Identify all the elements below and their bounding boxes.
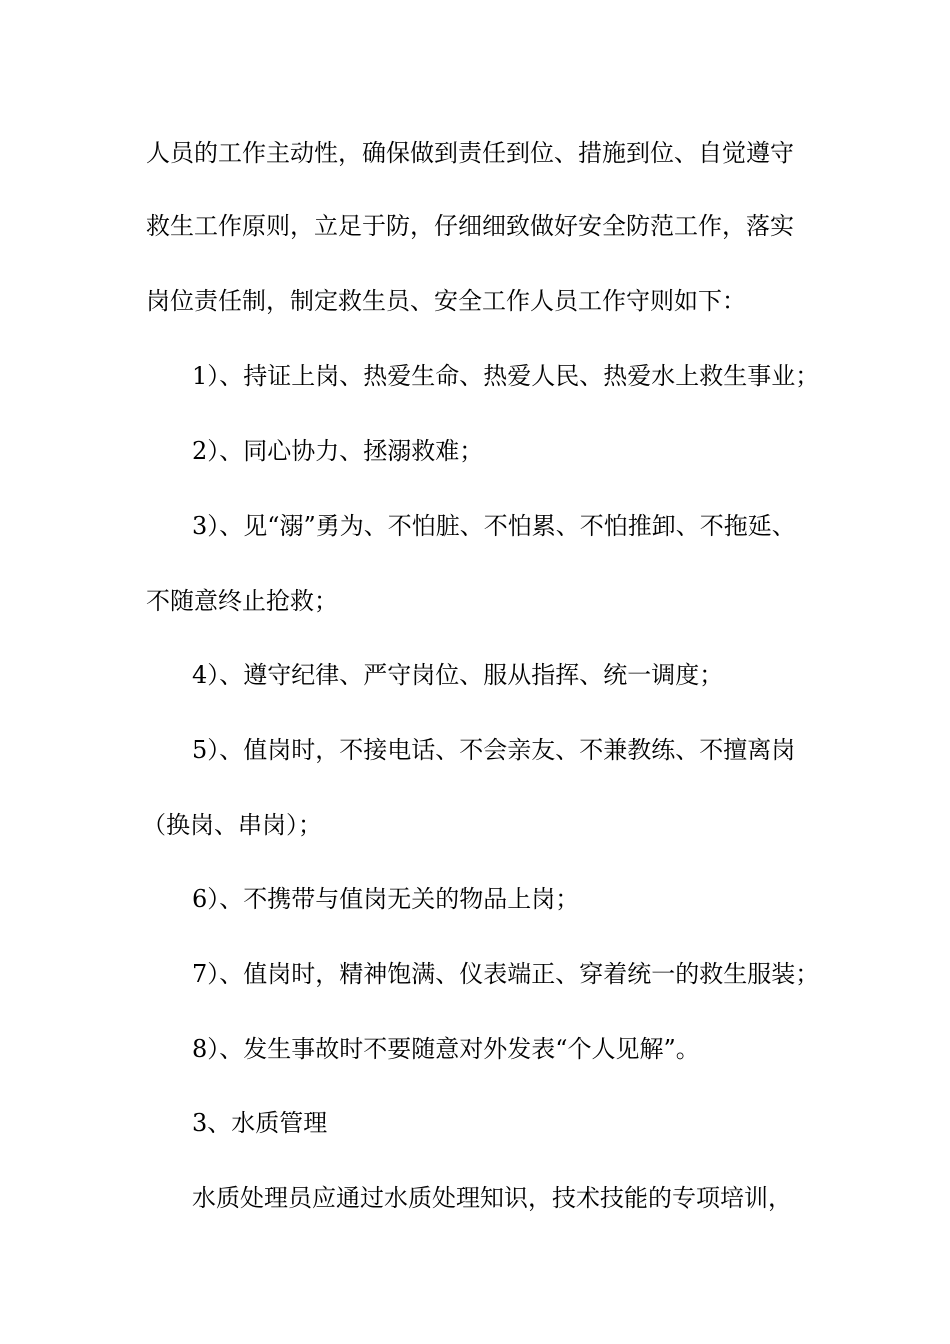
list-item-3-continuation: 不随意终止抢救； [146, 587, 338, 615]
paragraph-line-1: 人员的工作主动性，确保做到责任到位、措施到位、自觉遵守 [146, 139, 794, 167]
list-item-3: 3）、见“溺”勇为、不怕脏、不怕累、不怕推卸、不拖延、 [192, 512, 796, 540]
section-heading: 3、水质管理 [192, 1109, 328, 1137]
list-item-5-continuation: （换岗、串岗）； [142, 811, 322, 839]
list-item-2: 2）、同心协力、拯溺救难； [192, 437, 484, 465]
list-item-6: 6）、不携带与值岗无关的物品上岗； [192, 885, 580, 913]
list-item-5: 5）、值岗时，不接电话、不会亲友、不兼教练、不擅离岗 [192, 736, 796, 764]
list-item-1: 1）、持证上岗、热爱生命、热爱人民、热爱水上救生事业； [192, 362, 820, 390]
paragraph-line-2: 救生工作原则，立足于防，仔细细致做好安全防范工作，落实 [146, 212, 794, 240]
list-item-8: 8）、发生事故时不要随意对外发表“个人见解”。 [192, 1035, 700, 1063]
paragraph-line-3: 岗位责任制，制定救生员、安全工作人员工作守则如下： [146, 287, 746, 315]
paragraph-line-final: 水质处理员应通过水质处理知识，技术技能的专项培训， [192, 1184, 792, 1212]
list-item-4: 4）、遵守纪律、严守岗位、服从指挥、统一调度； [192, 661, 724, 689]
list-item-7: 7）、值岗时，精神饱满、仪表端正、穿着统一的救生服装； [192, 960, 820, 988]
